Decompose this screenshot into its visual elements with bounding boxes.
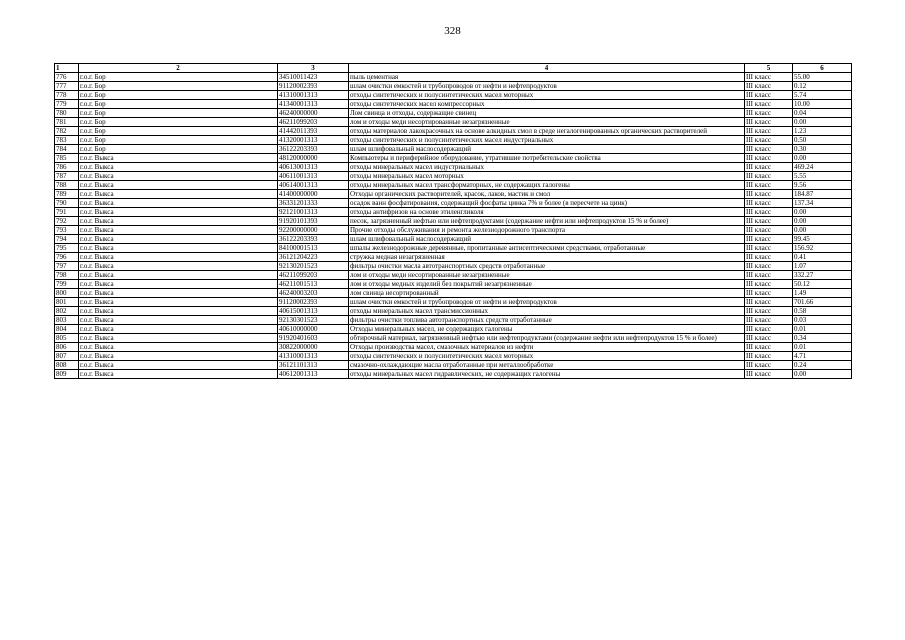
table-row bbox=[55, 334, 852, 343]
hazard-class: III класс bbox=[745, 316, 793, 325]
waste-description: шлам очистки емкостей и трубопроводов от нефти и нефтепродуктов bbox=[349, 298, 745, 307]
quantity: 332.27 bbox=[793, 271, 852, 280]
municipality: г.о.г. Бор bbox=[79, 118, 278, 127]
row-number: 788 bbox=[55, 181, 79, 190]
waste-code: 40614001313 bbox=[278, 181, 349, 190]
table-row bbox=[55, 118, 852, 127]
row-number: 795 bbox=[55, 244, 79, 253]
waste-code: 92130201523 bbox=[278, 262, 349, 271]
waste-code: 40611001313 bbox=[278, 172, 349, 181]
waste-description: фильтры очистки масла автотранспортных средств отработанные bbox=[349, 262, 745, 271]
municipality: г.о.г. Выкса bbox=[79, 253, 278, 262]
waste-description: Лом свинца и отходы, содержащие свинец bbox=[349, 109, 745, 118]
row-number: 776 bbox=[55, 73, 79, 82]
waste-code: 92200000000 bbox=[278, 226, 349, 235]
quantity: 0.03 bbox=[793, 316, 852, 325]
municipality: г.о.г. Выкса bbox=[79, 235, 278, 244]
hazard-class: III класс bbox=[745, 307, 793, 316]
row-number: 784 bbox=[55, 145, 79, 154]
table-row bbox=[55, 253, 852, 262]
table-row bbox=[55, 163, 852, 172]
hazard-class: III класс bbox=[745, 208, 793, 217]
waste-code: 36122203393 bbox=[278, 145, 349, 154]
row-number: 778 bbox=[55, 91, 79, 100]
municipality: г.о.г. Бор bbox=[79, 136, 278, 145]
quantity: 55.00 bbox=[793, 73, 852, 82]
hazard-class: III класс bbox=[745, 244, 793, 253]
table-row bbox=[55, 73, 852, 82]
municipality: г.о.г. Бор bbox=[79, 145, 278, 154]
quantity: 0.12 bbox=[793, 82, 852, 91]
table-row bbox=[55, 352, 852, 361]
municipality: г.о.г. Выкса bbox=[79, 370, 278, 379]
municipality: г.о.г. Выкса bbox=[79, 172, 278, 181]
quantity: 1.07 bbox=[793, 262, 852, 271]
hazard-class: III класс bbox=[745, 163, 793, 172]
hazard-class: III класс bbox=[745, 334, 793, 343]
hazard-class: III класс bbox=[745, 271, 793, 280]
waste-code: 84100001513 bbox=[278, 244, 349, 253]
table-row bbox=[55, 91, 852, 100]
waste-description: отходы минеральных масел моторных bbox=[349, 172, 745, 181]
hazard-class: III класс bbox=[745, 118, 793, 127]
row-number: 785 bbox=[55, 154, 79, 163]
row-number: 806 bbox=[55, 343, 79, 352]
table-row bbox=[55, 181, 852, 190]
municipality: г.о.г. Выкса bbox=[79, 280, 278, 289]
municipality: г.о.г. Выкса bbox=[79, 343, 278, 352]
waste-code: 36331201333 bbox=[278, 199, 349, 208]
quantity: 0.00 bbox=[793, 208, 852, 217]
hazard-class: III класс bbox=[745, 154, 793, 163]
table-row bbox=[55, 190, 852, 199]
waste-description: отходы минеральных масел индустриальных bbox=[349, 163, 745, 172]
hazard-class: III класс bbox=[745, 352, 793, 361]
table-row bbox=[55, 325, 852, 334]
quantity: 50.12 bbox=[793, 280, 852, 289]
waste-code: 92130301523 bbox=[278, 316, 349, 325]
waste-code: 40613001313 bbox=[278, 163, 349, 172]
quantity: 0.50 bbox=[793, 136, 852, 145]
waste-code: 36122203393 bbox=[278, 235, 349, 244]
municipality: г.о.г. Выкса bbox=[79, 334, 278, 343]
waste-description: Отходы органических растворителей, красок, лаков, мастик и смол bbox=[349, 190, 745, 199]
hazard-class: III класс bbox=[745, 217, 793, 226]
row-number: 787 bbox=[55, 172, 79, 181]
table-row bbox=[55, 316, 852, 325]
waste-description: Отходы минеральных масел, не содержащих галогены bbox=[349, 325, 745, 334]
waste-description: отходы минеральных масел трансформаторных, не содержащих галогены bbox=[349, 181, 745, 190]
waste-code: 91120002393 bbox=[278, 82, 349, 91]
waste-description: Компьютеры и периферийное оборудование, утратившие потребительские свойства bbox=[349, 154, 745, 163]
row-number: 797 bbox=[55, 262, 79, 271]
quantity: 0.01 bbox=[793, 325, 852, 334]
hazard-class: III класс bbox=[745, 361, 793, 370]
waste-description: отходы синтетических масел компрессорных bbox=[349, 100, 745, 109]
municipality: г.о.г. Бор bbox=[79, 100, 278, 109]
row-number: 781 bbox=[55, 118, 79, 127]
table-row bbox=[55, 370, 852, 379]
waste-code: 46211001513 bbox=[278, 280, 349, 289]
waste-code: 36121101313 bbox=[278, 361, 349, 370]
hazard-class: III класс bbox=[745, 370, 793, 379]
row-number: 796 bbox=[55, 253, 79, 262]
quantity: 0.58 bbox=[793, 307, 852, 316]
waste-code: 40612001313 bbox=[278, 370, 349, 379]
municipality: г.о.г. Бор bbox=[79, 109, 278, 118]
row-number: 800 bbox=[55, 289, 79, 298]
waste-description: шлам очистки емкостей и трубопроводов от нефти и нефтепродуктов bbox=[349, 82, 745, 91]
hazard-class: III класс bbox=[745, 136, 793, 145]
row-number: 793 bbox=[55, 226, 79, 235]
quantity: 184.87 bbox=[793, 190, 852, 199]
table-row bbox=[55, 172, 852, 181]
table-row bbox=[55, 343, 852, 352]
waste-code: 46211099203 bbox=[278, 118, 349, 127]
row-number: 802 bbox=[55, 307, 79, 316]
waste-code: 46211099203 bbox=[278, 271, 349, 280]
municipality: г.о.г. Бор bbox=[79, 82, 278, 91]
table-row bbox=[55, 271, 852, 280]
quantity: 0.04 bbox=[793, 109, 852, 118]
waste-description: пыль цементная bbox=[349, 73, 745, 82]
hazard-class: III класс bbox=[745, 298, 793, 307]
waste-code: 34510011423 bbox=[278, 73, 349, 82]
quantity: 1.49 bbox=[793, 289, 852, 298]
quantity: 0.41 bbox=[793, 253, 852, 262]
quantity: 156.92 bbox=[793, 244, 852, 253]
header-col-3: 3 bbox=[278, 64, 349, 73]
municipality: г.о.г. Выкса bbox=[79, 190, 278, 199]
row-number: 777 bbox=[55, 82, 79, 91]
waste-registry-table bbox=[54, 63, 852, 379]
hazard-class: III класс bbox=[745, 109, 793, 118]
row-number: 783 bbox=[55, 136, 79, 145]
municipality: г.о.г. Выкса bbox=[79, 352, 278, 361]
row-number: 789 bbox=[55, 190, 79, 199]
hazard-class: III класс bbox=[745, 280, 793, 289]
waste-code: 36121204223 bbox=[278, 253, 349, 262]
waste-code: 41310001313 bbox=[278, 352, 349, 361]
municipality: г.о.г. Выкса bbox=[79, 316, 278, 325]
header-col-4: 4 bbox=[349, 64, 745, 73]
waste-code: 92121001313 bbox=[278, 208, 349, 217]
waste-code: 91920401603 bbox=[278, 334, 349, 343]
quantity: 137.34 bbox=[793, 199, 852, 208]
waste-code: 41320001313 bbox=[278, 136, 349, 145]
row-number: 782 bbox=[55, 127, 79, 136]
row-number: 794 bbox=[55, 235, 79, 244]
table-row bbox=[55, 361, 852, 370]
quantity: 0.30 bbox=[793, 145, 852, 154]
table-row bbox=[55, 235, 852, 244]
table-row bbox=[55, 289, 852, 298]
waste-description: фильтры очистки топлива автотранспортных средств отработанные bbox=[349, 316, 745, 325]
waste-code: 48120000000 bbox=[278, 154, 349, 163]
waste-description: лом свинца несортированный bbox=[349, 289, 745, 298]
quantity: 0.24 bbox=[793, 361, 852, 370]
quantity: 0.34 bbox=[793, 334, 852, 343]
hazard-class: III класс bbox=[745, 325, 793, 334]
municipality: г.о.г. Бор bbox=[79, 127, 278, 136]
row-number: 799 bbox=[55, 280, 79, 289]
row-number: 808 bbox=[55, 361, 79, 370]
waste-code: 41340001313 bbox=[278, 100, 349, 109]
hazard-class: III класс bbox=[745, 172, 793, 181]
table-row bbox=[55, 217, 852, 226]
waste-description: обтирочный материал, загрязненный нефтью или нефтепродуктами (содержание нефти или нефтепродуктов 15 % и более) bbox=[349, 334, 745, 343]
table-body bbox=[55, 73, 852, 379]
row-number: 807 bbox=[55, 352, 79, 361]
table-row bbox=[55, 199, 852, 208]
row-number: 801 bbox=[55, 298, 79, 307]
waste-description: Прочие отходы обслуживания и ремонта железнодорожного транспорта bbox=[349, 226, 745, 235]
municipality: г.о.г. Выкса bbox=[79, 208, 278, 217]
municipality: г.о.г. Выкса bbox=[79, 361, 278, 370]
quantity: 0.00 bbox=[793, 154, 852, 163]
hazard-class: III класс bbox=[745, 190, 793, 199]
table-row bbox=[55, 298, 852, 307]
quantity: 701.66 bbox=[793, 298, 852, 307]
hazard-class: III класс bbox=[745, 181, 793, 190]
row-number: 809 bbox=[55, 370, 79, 379]
header-col-1: 1 bbox=[55, 64, 79, 73]
hazard-class: III класс bbox=[745, 253, 793, 262]
waste-description: отходы синтетических и полусинтетических масел моторных bbox=[349, 91, 745, 100]
waste-code: 91120002393 bbox=[278, 298, 349, 307]
table-row bbox=[55, 244, 852, 253]
table-row bbox=[55, 262, 852, 271]
waste-code: 41442011393 bbox=[278, 127, 349, 136]
waste-code: 91920101393 bbox=[278, 217, 349, 226]
waste-description: осадок ванн фосфатирования, содержащий фосфаты цинка 7% и более (в пересчете на цинк) bbox=[349, 199, 745, 208]
row-number: 790 bbox=[55, 199, 79, 208]
hazard-class: III класс bbox=[745, 289, 793, 298]
hazard-class: III класс bbox=[745, 343, 793, 352]
quantity: 1.23 bbox=[793, 127, 852, 136]
row-number: 786 bbox=[55, 163, 79, 172]
quantity: 0.00 bbox=[793, 118, 852, 127]
waste-description: отходы материалов лакокрасочных на основе алкидных смол в среде негалогенированных органических растворителей bbox=[349, 127, 745, 136]
municipality: г.о.г. Выкса bbox=[79, 244, 278, 253]
table-row bbox=[55, 307, 852, 316]
municipality: г.о.г. Бор bbox=[79, 73, 278, 82]
municipality: г.о.г. Выкса bbox=[79, 298, 278, 307]
waste-description: смазочно-охлаждающие масла отработанные при металлообработке bbox=[349, 361, 745, 370]
municipality: г.о.г. Выкса bbox=[79, 289, 278, 298]
quantity: 0.00 bbox=[793, 226, 852, 235]
hazard-class: III класс bbox=[745, 82, 793, 91]
header-col-2: 2 bbox=[79, 64, 278, 73]
table-row bbox=[55, 208, 852, 217]
quantity: 99.45 bbox=[793, 235, 852, 244]
municipality: г.о.г. Выкса bbox=[79, 217, 278, 226]
hazard-class: III класс bbox=[745, 145, 793, 154]
waste-description: стружка медная незагрязненная bbox=[349, 253, 745, 262]
waste-description: отходы антифризов на основе этиленгликоля bbox=[349, 208, 745, 217]
waste-code: 41310001313 bbox=[278, 91, 349, 100]
municipality: г.о.г. Выкса bbox=[79, 271, 278, 280]
hazard-class: III класс bbox=[745, 262, 793, 271]
row-number: 792 bbox=[55, 217, 79, 226]
waste-code: 46240000000 bbox=[278, 109, 349, 118]
quantity: 0.01 bbox=[793, 343, 852, 352]
municipality: г.о.г. Бор bbox=[79, 91, 278, 100]
waste-description: отходы минеральных масел трансмиссионных bbox=[349, 307, 745, 316]
header-row bbox=[55, 64, 852, 73]
table-row bbox=[55, 280, 852, 289]
row-number: 804 bbox=[55, 325, 79, 334]
table-row bbox=[55, 100, 852, 109]
header-col-6: 6 bbox=[793, 64, 852, 73]
quantity: 0.00 bbox=[793, 370, 852, 379]
waste-code: 40615001313 bbox=[278, 307, 349, 316]
quantity: 5.74 bbox=[793, 91, 852, 100]
hazard-class: III класс bbox=[745, 127, 793, 136]
hazard-class: III класс bbox=[745, 100, 793, 109]
quantity: 4.71 bbox=[793, 352, 852, 361]
waste-description: песок, загрязненный нефтью или нефтепродуктами (содержание нефти или нефтепродуктов 15 % и более) bbox=[349, 217, 745, 226]
municipality: г.о.г. Выкса bbox=[79, 307, 278, 316]
municipality: г.о.г. Выкса bbox=[79, 325, 278, 334]
table-row bbox=[55, 226, 852, 235]
municipality: г.о.г. Выкса bbox=[79, 199, 278, 208]
waste-description: лом и отходы меди несортированные незагрязненные bbox=[349, 118, 745, 127]
waste-description: Отходы производства масел, смазочных материалов из нефти bbox=[349, 343, 745, 352]
table-row bbox=[55, 145, 852, 154]
hazard-class: III класс bbox=[745, 226, 793, 235]
hazard-class: III класс bbox=[745, 73, 793, 82]
quantity: 9.56 bbox=[793, 181, 852, 190]
table-row bbox=[55, 109, 852, 118]
waste-code: 30822000000 bbox=[278, 343, 349, 352]
waste-code: 46240003203 bbox=[278, 289, 349, 298]
quantity: 10.00 bbox=[793, 100, 852, 109]
waste-description: шлам шлифовальный маслосодержащий bbox=[349, 235, 745, 244]
waste-description: отходы синтетических и полусинтетических масел моторных bbox=[349, 352, 745, 361]
municipality: г.о.г. Выкса bbox=[79, 163, 278, 172]
waste-code: 41400000000 bbox=[278, 190, 349, 199]
waste-code: 40610000000 bbox=[278, 325, 349, 334]
hazard-class: III класс bbox=[745, 235, 793, 244]
waste-description: лом и отходы медных изделий без покрытий незагрязненные bbox=[349, 280, 745, 289]
municipality: г.о.г. Выкса bbox=[79, 262, 278, 271]
waste-description: шлам шлифовальный маслосодержащий bbox=[349, 145, 745, 154]
table-row bbox=[55, 136, 852, 145]
municipality: г.о.г. Выкса bbox=[79, 226, 278, 235]
table-row bbox=[55, 154, 852, 163]
table-row bbox=[55, 82, 852, 91]
table-row bbox=[55, 127, 852, 136]
hazard-class: III класс bbox=[745, 91, 793, 100]
waste-description: отходы минеральных масел гидравлических, не содержащих галогены bbox=[349, 370, 745, 379]
page-number: 328 bbox=[444, 25, 461, 37]
row-number: 779 bbox=[55, 100, 79, 109]
waste-description: отходы синтетических и полусинтетических масел индустриальных bbox=[349, 136, 745, 145]
row-number: 791 bbox=[55, 208, 79, 217]
hazard-class: III класс bbox=[745, 199, 793, 208]
waste-description: шпалы железнодорожные деревянные, пропитанные антисептическими средствами, отработанные bbox=[349, 244, 745, 253]
row-number: 780 bbox=[55, 109, 79, 118]
header-col-5: 5 bbox=[745, 64, 793, 73]
row-number: 805 bbox=[55, 334, 79, 343]
waste-description: лом и отходы меди несортированные незагрязненные bbox=[349, 271, 745, 280]
municipality: г.о.г. Выкса bbox=[79, 154, 278, 163]
municipality: г.о.г. Выкса bbox=[79, 181, 278, 190]
row-number: 798 bbox=[55, 271, 79, 280]
quantity: 0.00 bbox=[793, 217, 852, 226]
quantity: 5.55 bbox=[793, 172, 852, 181]
row-number: 803 bbox=[55, 316, 79, 325]
quantity: 469.24 bbox=[793, 163, 852, 172]
